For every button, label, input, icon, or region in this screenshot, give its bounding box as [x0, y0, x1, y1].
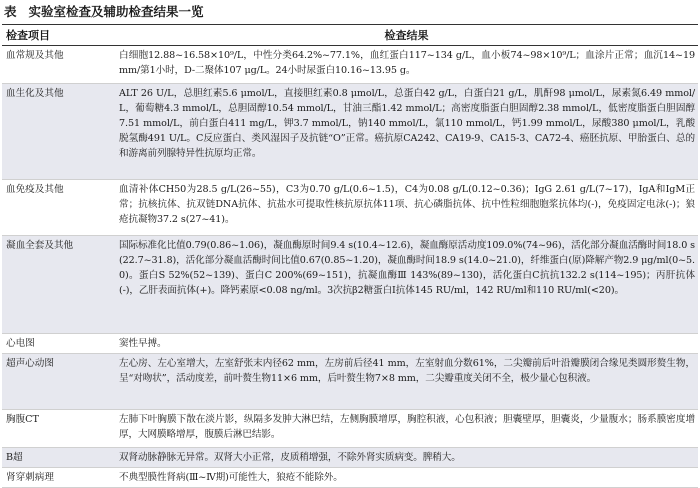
row-result: ALT 26 U/L，总胆红素5.6 μmol/L，直接胆红素0.8 μmol/L，总蛋白42 g/L，白蛋白21 g/L，肌酐98 μmol/L，尿素氮6.49 mmol/L，葡萄糖4.3 mmol/L，总胆固醇10.54 mmol/L，甘油三酯1.42 mmol/L；高密度脂蛋白胆固醇2.38 mmol/L，低密度脂蛋白胆固醇7.51 mmol/L，前白蛋白411 mg/L，钾3.7 mmol/L，钠140 mmol/L，氯110 mmol/L，钙1.99 mmol/L，尿酸380 μmol/L，乳酸脱氢酶491 U/L。C反应蛋白、类风湿因子及抗链“O”正常。癌抗原CA242、CA19-9、CA15-3、CA72-4、癌胚抗原、甲胎蛋白、总的和游离前列腺特异性抗原均正常。	[115, 84, 698, 180]
row-result: 左肺下叶胸膜下散在淡片影，纵隔多发肿大淋巴结，左侧胸膜增厚，胸腔积液，心包积液；胆囊壁厚，胆囊炎，少量腹水；肠系膜密度增厚，大网膜略增厚，腹膜后淋巴结影。	[115, 410, 698, 448]
row-result: 国际标准化比值0.79(0.86~1.06)，凝血酶原时间9.4 s(10.4~12.6)，凝血酶原活动度109.0%(74~96)，活化部分凝血活酶时间18.0 s(22.7~31.8)，活化部分凝血活酶时间比值0.67(0.85~1.20)，凝血酶时间18.9 s(14.0~21.0)，纤维蛋白(原)降解产物2.9 μg/ml(0~5.0)。蛋白S 52%(52~139)、蛋白C 200%(69~151)，抗凝血酶Ⅲ 143%(89~130)，活化蛋白C抗抗132.2 s(114~195)；丙肝抗体(-)，乙肝表面抗体(+)。降钙素原<0.08 ng/ml。3次抗β2糖蛋白Ⅰ抗体145 RU/ml，142 RU/ml和110 RU/ml(<20)。	[115, 236, 698, 334]
row-item: 肾穿刺病理	[2, 468, 115, 488]
row-result: 不典型膜性肾病(Ⅲ~Ⅳ期)可能性大，狼疮不能除外。	[115, 468, 698, 488]
header-result: 检查结果	[115, 25, 698, 46]
row-item: 血生化及其他	[2, 84, 115, 180]
row-result: 双肾动脉静脉无异常。双肾大小正常，皮质稍增强，不除外肾实质病变。脾稍大。	[115, 448, 698, 468]
results-table	[2, 24, 698, 488]
table-row	[2, 84, 698, 180]
table-row	[2, 448, 698, 468]
row-result: 血清补体CH50为28.5 g/L(26~55)，C3为0.70 g/L(0.6~1.5)，C4为0.08 g/L(0.12~0.36)；IgG 2.61 g/L(7~17)，IgA和IgM正常；抗核抗体、抗双链DNA抗体、抗盐水可提取性核抗原抗体11项、抗心磷脂抗体、抗中性粒细胞胞浆抗体均(-)，免疫固定电泳(-)；狼疮抗凝物37.2 s(27~41)。	[115, 180, 698, 236]
table-row	[2, 410, 698, 448]
table-header-row	[2, 25, 698, 46]
row-result: 白细胞12.88~16.58×10⁹/L，中性分类64.2%~77.1%，血红蛋白117~134 g/L，血小板74~98×10⁹/L；血涂片正常；血沉14~19 mm/第1小时，D-二聚体107 μg/L。24小时尿蛋白10.16~13.95 g。	[115, 46, 698, 84]
row-item: 心电图	[2, 334, 115, 354]
row-result: 窦性早搏。	[115, 334, 698, 354]
row-item: 血免疫及其他	[2, 180, 115, 236]
table-row	[2, 46, 698, 84]
caption-label: 表	[4, 4, 17, 19]
row-result: 左心房、左心室增大，左室舒张末内径62 mm，左房前后径41 mm，左室射血分数61%，二尖瓣前后叶沿瓣膜闭合缘见类圆形赘生物，呈“对吻状”，活动度差，前叶赘生物11×6 mm，后叶赘生物7×8 mm，二尖瓣重度关闭不全，极少量心包积液。	[115, 354, 698, 410]
row-item: 超声心动图	[2, 354, 115, 410]
caption-title: 实验室检查及辅助检查结果一览	[28, 4, 204, 19]
table-row	[2, 468, 698, 488]
row-item: 凝血全套及其他	[2, 236, 115, 334]
table-row	[2, 334, 698, 354]
table-caption	[2, 0, 698, 24]
header-item: 检查项目	[2, 25, 115, 46]
table-row	[2, 354, 698, 410]
table-row	[2, 180, 698, 236]
table-row	[2, 236, 698, 334]
row-item: 血常规及其他	[2, 46, 115, 84]
row-item: 胸腹CT	[2, 410, 115, 448]
row-item: B超	[2, 448, 115, 468]
